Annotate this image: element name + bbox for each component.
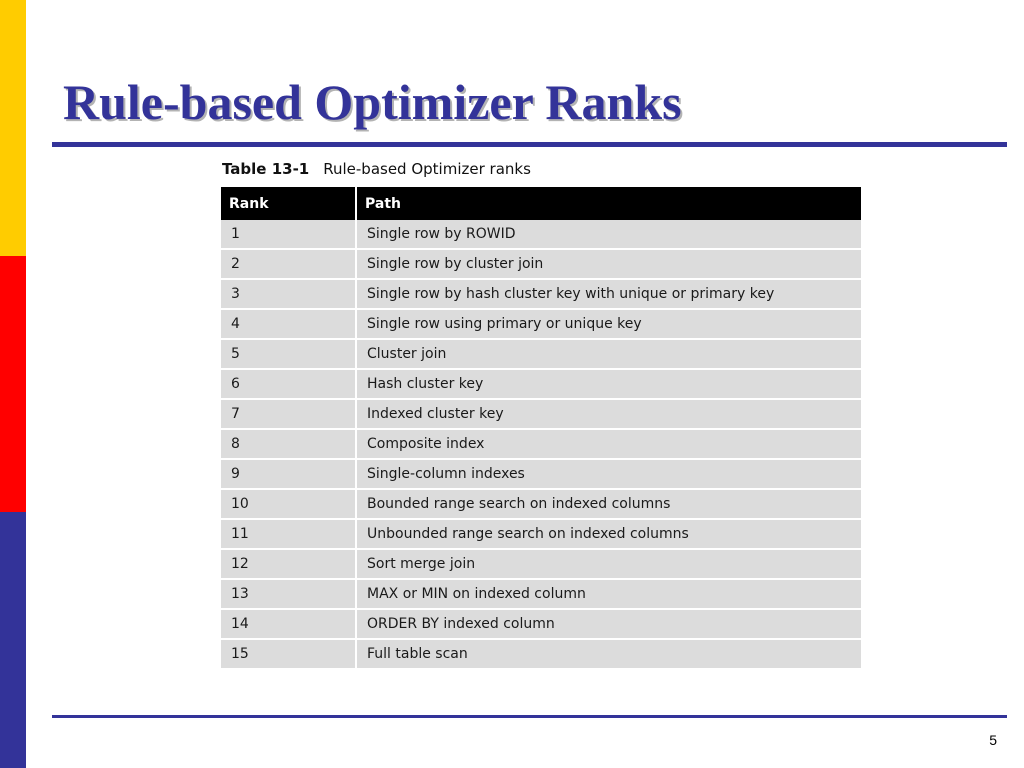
header-path: Path [356,187,861,220]
left-stripe-red [0,256,26,512]
table-row [221,639,861,668]
path-cell: Full table scan [356,639,861,668]
table-caption-label: Table 13-1 [222,160,310,178]
table-row [221,579,861,609]
path-cell: ORDER BY indexed column [356,609,861,639]
rank-cell: 5 [221,339,356,369]
rank-cell: 7 [221,399,356,429]
page-number: 5 [989,732,997,748]
rank-cell: 8 [221,429,356,459]
path-cell: Indexed cluster key [356,399,861,429]
table-row [221,459,861,489]
title-divider [52,142,1007,147]
rank-cell: 12 [221,549,356,579]
path-cell: Single row using primary or unique key [356,309,861,339]
rank-cell: 13 [221,579,356,609]
left-stripe-yellow [0,0,26,256]
table-row [221,609,861,639]
path-cell: Sort merge join [356,549,861,579]
table-caption [222,160,531,178]
table-row [221,429,861,459]
path-cell: Hash cluster key [356,369,861,399]
path-cell: Composite index [356,429,861,459]
path-cell: Single-column indexes [356,459,861,489]
path-cell: Bounded range search on indexed columns [356,489,861,519]
rank-cell: 11 [221,519,356,549]
left-stripe-blue [0,512,26,768]
table-row [221,369,861,399]
path-cell: Cluster join [356,339,861,369]
path-cell: MAX or MIN on indexed column [356,579,861,609]
rank-cell: 2 [221,249,356,279]
rank-cell: 9 [221,459,356,489]
table-row [221,339,861,369]
slide-title: Rule-based Optimizer Ranks [63,74,682,130]
ranks-table [221,187,861,668]
rank-cell: 15 [221,639,356,668]
table-row [221,519,861,549]
rank-cell: 4 [221,309,356,339]
path-cell: Unbounded range search on indexed columns [356,519,861,549]
table-row [221,249,861,279]
table-row [221,309,861,339]
table-row [221,399,861,429]
rank-cell: 1 [221,220,356,249]
table-caption-text: Rule-based Optimizer ranks [323,160,531,178]
rank-cell: 14 [221,609,356,639]
path-cell: Single row by ROWID [356,220,861,249]
table-row [221,279,861,309]
table-row [221,489,861,519]
rank-cell: 3 [221,279,356,309]
table-row [221,549,861,579]
path-cell: Single row by cluster join [356,249,861,279]
table-row [221,220,861,249]
rank-cell: 6 [221,369,356,399]
footer-divider [52,715,1007,718]
rank-cell: 10 [221,489,356,519]
table-header-row [221,187,861,220]
path-cell: Single row by hash cluster key with unique or primary key [356,279,861,309]
header-rank: Rank [221,187,356,220]
